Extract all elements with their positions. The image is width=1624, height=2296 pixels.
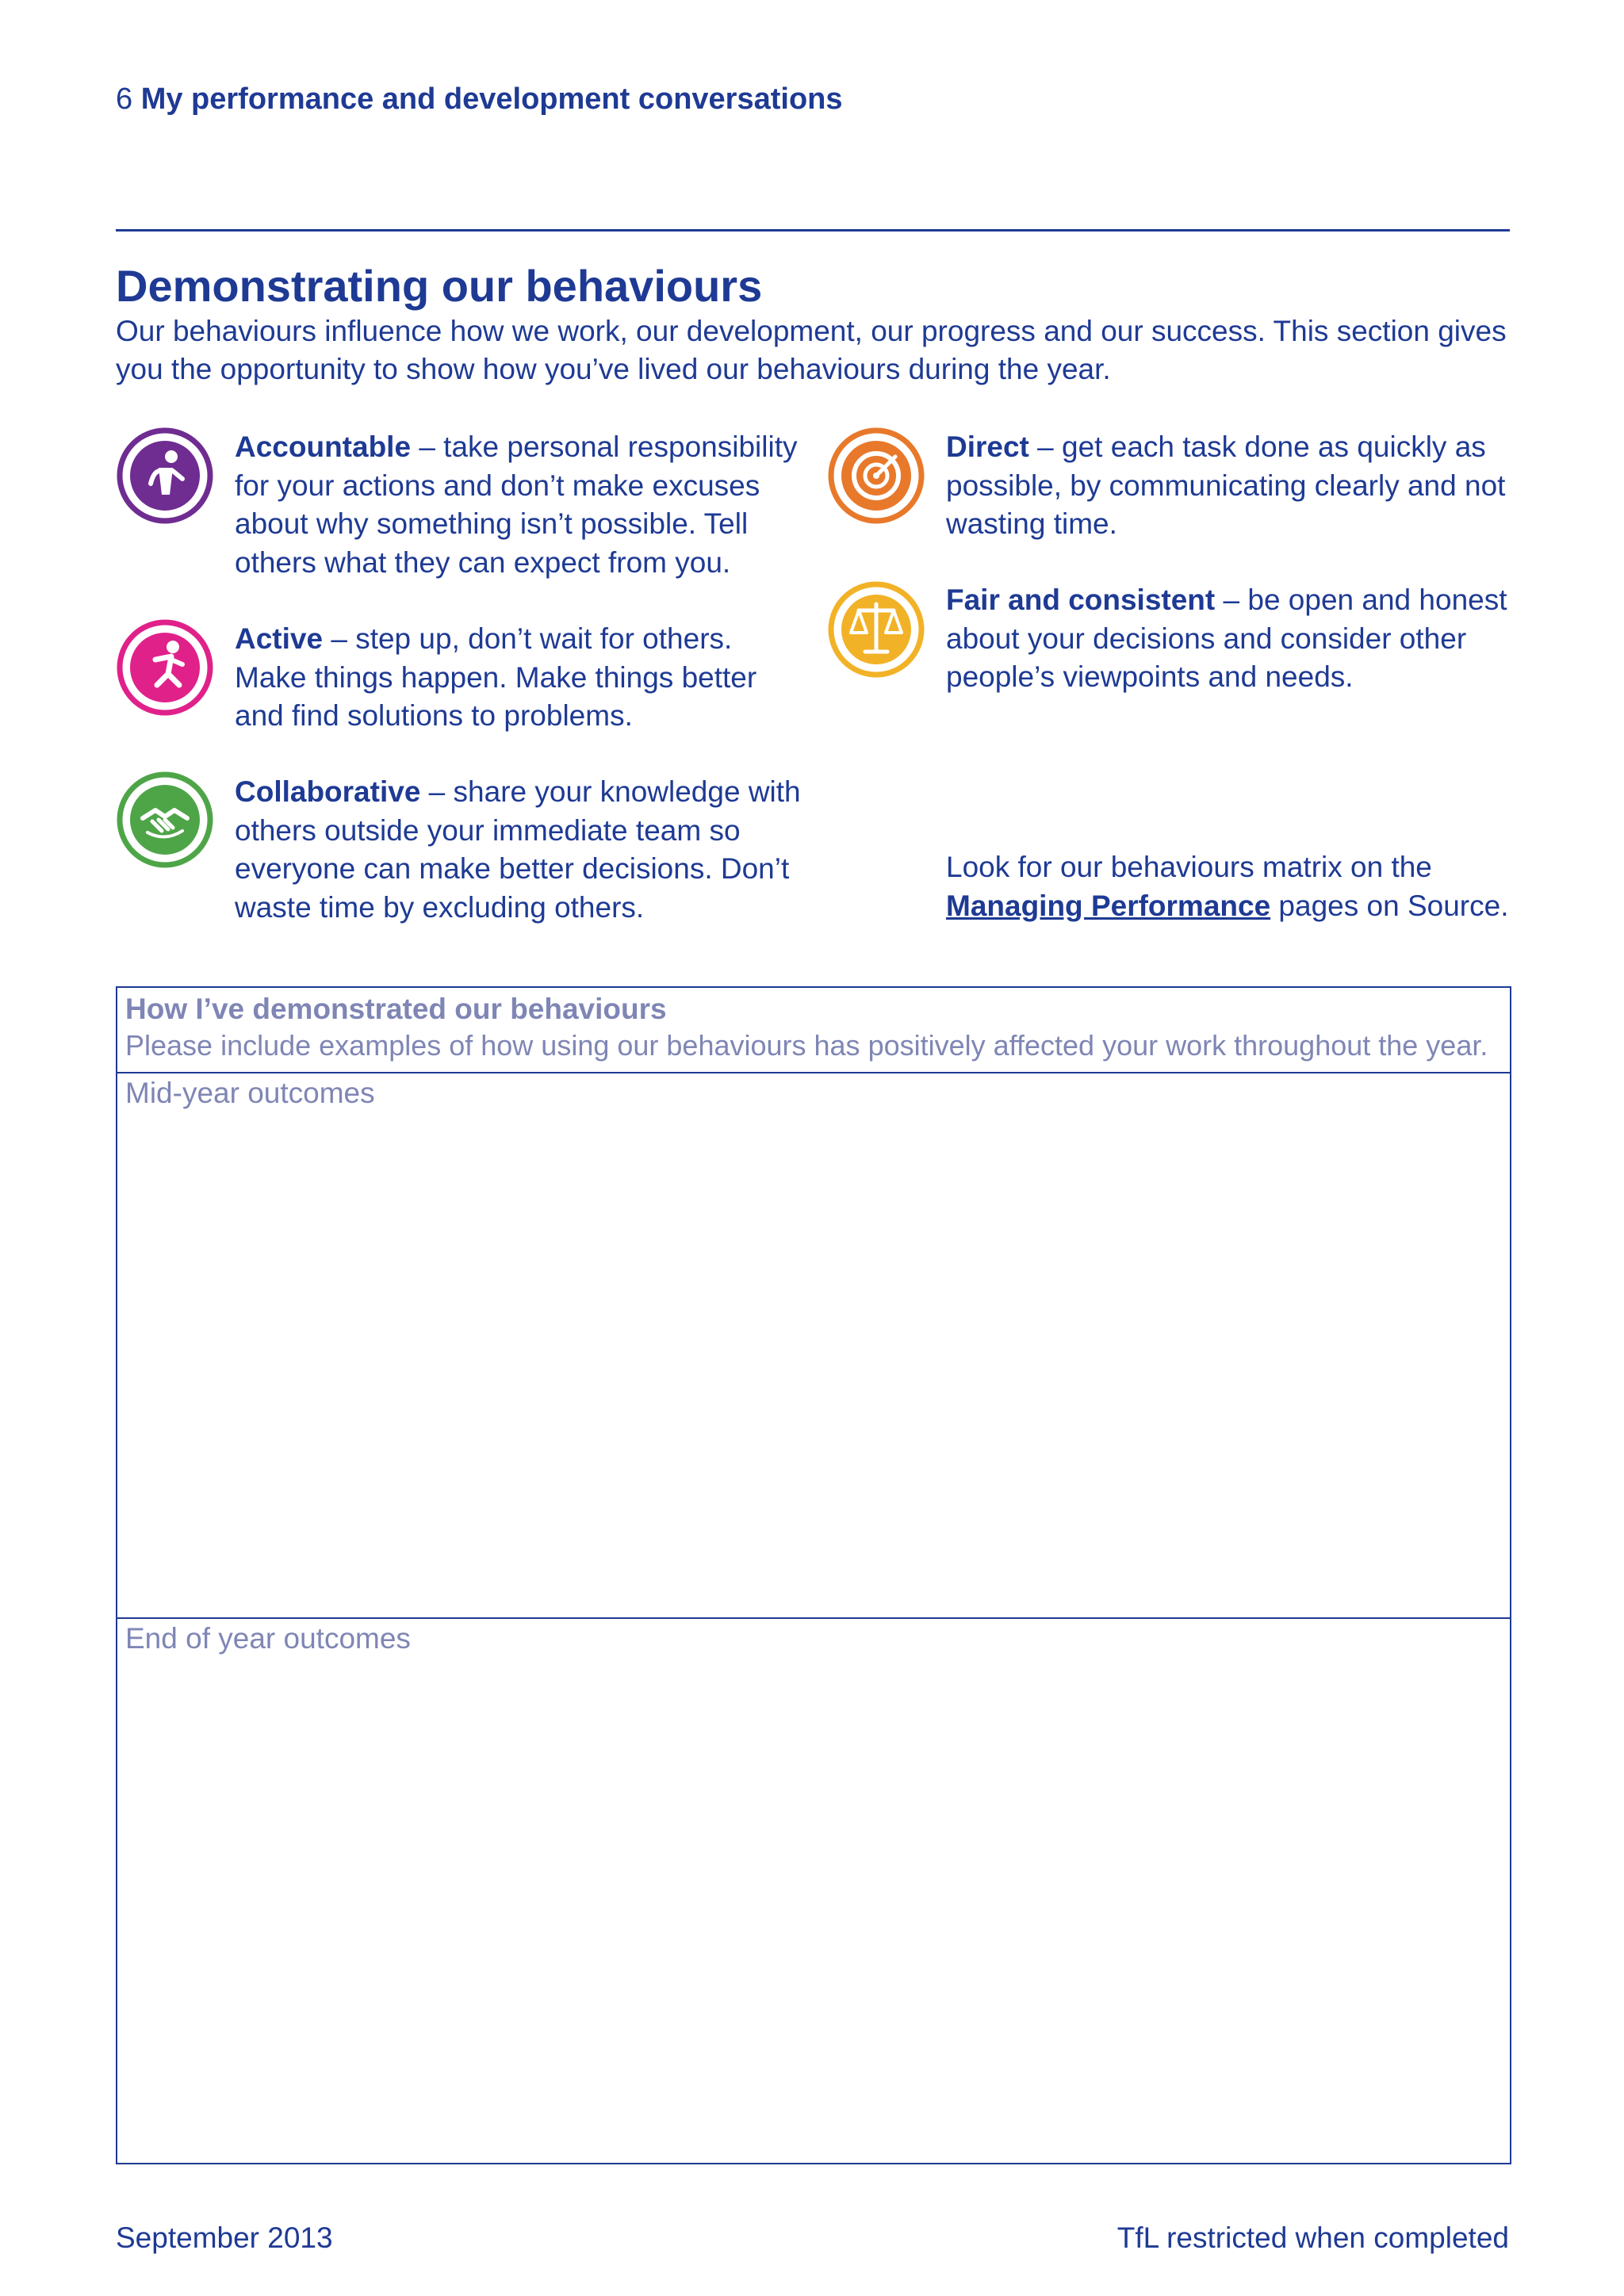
form-title: How I’ve demonstrated our behaviours	[125, 993, 667, 1025]
managing-performance-link[interactable]: Managing Performance	[946, 889, 1271, 922]
behaviour-name: Direct	[946, 430, 1029, 463]
matrix-note-text-end: pages on Source.	[1270, 889, 1509, 922]
footer-date: September 2013	[116, 2221, 333, 2254]
page-number: 6	[116, 82, 133, 116]
behaviour-name: Fair and consistent	[946, 584, 1216, 616]
end-of-year-outcomes-field[interactable]	[117, 1619, 1510, 2163]
section-title: Demonstrating our behaviours	[116, 261, 763, 311]
running-person-icon	[116, 618, 214, 717]
handshake-icon	[116, 771, 214, 869]
scales-icon	[827, 580, 925, 679]
target-icon	[827, 427, 925, 525]
form-header	[117, 988, 1510, 1073]
mid-year-outcomes-label: Mid-year outcomes	[125, 1077, 375, 1109]
behaviour-active	[235, 620, 806, 736]
behaviour-description: – be open and honest about your decisions and consider other people’s viewpoints and needs.	[946, 584, 1507, 693]
accountable-icon-wrapper	[116, 427, 214, 529]
document-title: My performance and development conversations	[140, 82, 843, 116]
behaviours-matrix-note	[946, 848, 1517, 925]
mid-year-outcomes-field[interactable]	[117, 1073, 1510, 1619]
fair-icon-wrapper	[827, 580, 925, 683]
footer-classification: TfL restricted when completed	[1116, 2221, 1509, 2254]
collaborative-icon-wrapper	[116, 771, 214, 873]
behaviour-description: – step up, don’t wait for others. Make things happen. Make things better and find solutions to problems.	[235, 622, 757, 732]
form-instructions: Please include examples of how using our behaviours has positively affected your work throughout the year.	[125, 1029, 1488, 1062]
matrix-note-text: Look for our behaviours matrix on the	[946, 851, 1432, 883]
header-divider	[116, 229, 1510, 232]
behaviour-name: Active	[235, 622, 324, 655]
behaviour-direct	[946, 428, 1517, 544]
section-intro: Our behaviours influence how we work, our development, our progress and our success. This section gives you the opportunity to show how you’ve lived our behaviours during the year.	[116, 315, 1507, 385]
behaviour-description: – share your knowledge with others outside your immediate team so everyone can make better decisions. Don’t waste time by excluding others.	[235, 775, 801, 924]
behaviour-description: – get each task done as quickly as possible, by communicating clearly and not wasting time.	[946, 430, 1506, 540]
behaviour-fair-and-consistent	[946, 581, 1517, 697]
behaviours-form	[116, 986, 1511, 2164]
behaviour-name: Accountable	[235, 430, 412, 463]
behaviour-collaborative	[235, 773, 806, 927]
person-accountable-icon	[116, 427, 214, 525]
active-icon-wrapper	[116, 618, 214, 721]
direct-icon-wrapper	[827, 427, 925, 529]
page-header	[116, 82, 843, 117]
behaviour-accountable	[235, 428, 806, 582]
end-of-year-outcomes-label: End of year outcomes	[125, 1622, 411, 1655]
behaviour-name: Collaborative	[235, 775, 421, 808]
behaviour-description: – take personal responsibility for your actions and don’t make excuses about why something isn’t possible. Tell others what they can expect from you.	[235, 430, 798, 579]
